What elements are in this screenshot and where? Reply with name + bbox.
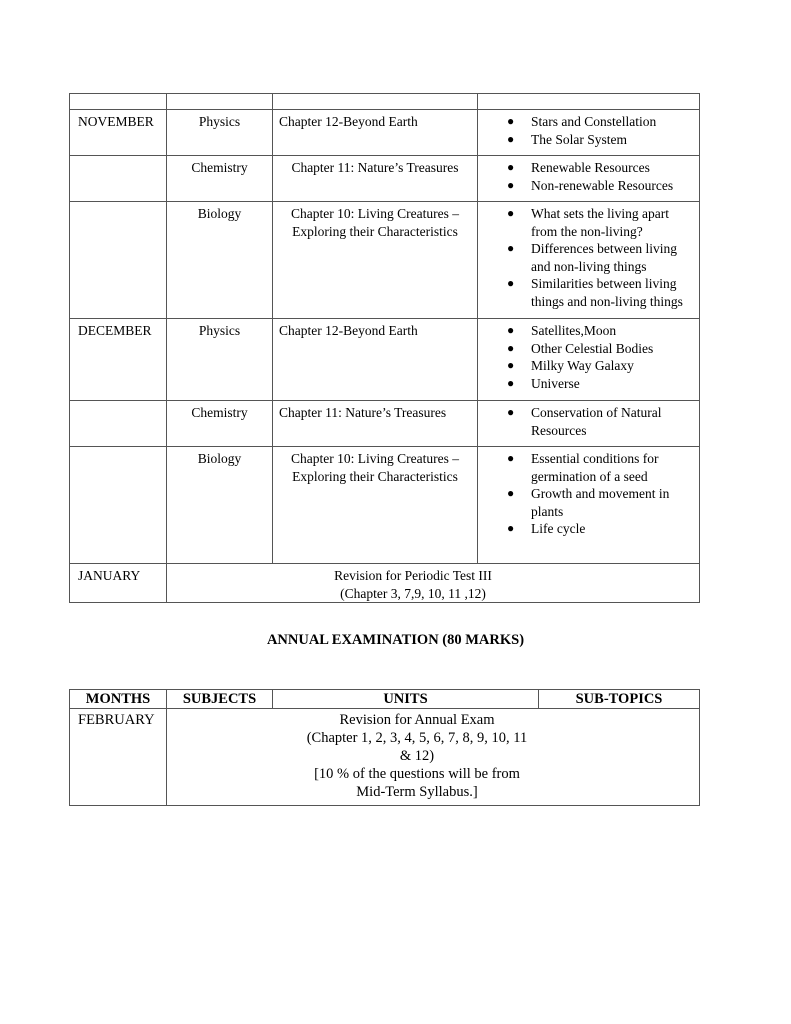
- subtopic-list: [478, 450, 695, 538]
- bullet-icon: ●: [507, 486, 515, 500]
- subtopic-text: Growth and movement in plants: [531, 486, 670, 519]
- subtopic-text: Milky Way Galaxy: [531, 358, 634, 373]
- subtopic-item: [478, 240, 695, 275]
- subtopic-item: [478, 275, 695, 310]
- bullet-icon: ●: [507, 451, 515, 465]
- subtopic-item: [478, 131, 695, 149]
- month-cell: DECEMBER: [70, 319, 167, 401]
- subtopic-text: Life cycle: [531, 521, 586, 536]
- subtopic-text: Similarities between living things and non-living things: [531, 276, 683, 309]
- header-months: MONTHS: [70, 690, 167, 709]
- unit-cell: Chapter 11: Nature’s Treasures: [273, 156, 478, 202]
- bullet-icon: ●: [507, 160, 515, 174]
- header-subjects: SUBJECTS: [167, 690, 273, 709]
- bullet-icon: ●: [507, 358, 515, 372]
- bullet-icon: ●: [507, 114, 515, 128]
- bullet-icon: ●: [507, 521, 515, 535]
- subtopics-cell: [478, 319, 700, 401]
- subtopic-list: [478, 322, 695, 392]
- annual-exam-table: [69, 689, 700, 806]
- subtopic-item: [478, 340, 695, 358]
- subject-cell: Physics: [167, 110, 273, 156]
- subtopic-text: Other Celestial Bodies: [531, 340, 654, 356]
- table-header-row: [70, 94, 700, 110]
- revision-cell: [167, 564, 700, 603]
- subtopic-item: [478, 450, 695, 485]
- subtopic-list: [478, 113, 695, 148]
- subtopic-item: [478, 485, 695, 520]
- month-cell: [70, 401, 167, 447]
- subtopic-item: [478, 177, 695, 195]
- subject-cell: Biology: [167, 202, 273, 319]
- table-row: [70, 319, 700, 401]
- unit-cell: Chapter 12-Beyond Earth: [273, 110, 478, 156]
- subtopic-list: [478, 404, 695, 439]
- subject-cell: Physics: [167, 319, 273, 401]
- header-subtopics: SUB-TOPICS: [539, 690, 700, 709]
- subtopics-cell: [478, 156, 700, 202]
- subtopics-cell: [478, 447, 700, 564]
- revision-line: Revision for Periodic Test III: [334, 568, 492, 583]
- subtopics-cell: [478, 110, 700, 156]
- subtopic-item: [478, 375, 695, 393]
- revision-note: [10 % of the questions will be from: [314, 766, 520, 782]
- table-row: [70, 156, 700, 202]
- table-row: [70, 110, 700, 156]
- month-cell: NOVEMBER: [70, 110, 167, 156]
- subtopic-text: Conservation of Natural Resources: [531, 405, 662, 438]
- subtopic-text: Universe: [531, 375, 580, 391]
- subtopic-item: [478, 113, 695, 131]
- unit-cell: Chapter 11: Nature’s Treasures: [273, 401, 478, 447]
- schedule-table: [69, 93, 700, 603]
- bullet-icon: ●: [507, 405, 515, 419]
- subtopic-text: The Solar System: [531, 131, 627, 147]
- bullet-icon: ●: [507, 340, 515, 355]
- month-cell: [70, 202, 167, 319]
- table-row: [70, 447, 700, 564]
- bullet-icon: ●: [507, 177, 515, 192]
- table-row: [70, 202, 700, 319]
- table-row-january: [70, 564, 700, 603]
- subtopic-text: What sets the living apart from the non-living?: [531, 206, 669, 239]
- revision-chapters: (Chapter 1, 2, 3, 4, 5, 6, 7, 8, 9, 10, 11: [306, 730, 528, 746]
- subtopic-text: Stars and Constellation: [531, 114, 657, 129]
- subject-cell: Chemistry: [167, 401, 273, 447]
- subtopics-cell: [478, 202, 700, 319]
- subtopic-text: Non-renewable Resources: [531, 177, 674, 193]
- bullet-icon: ●: [507, 206, 515, 220]
- bullet-icon: ●: [507, 131, 515, 146]
- table-row: [70, 401, 700, 447]
- subtopic-item: [478, 357, 695, 375]
- bullet-icon: ●: [507, 323, 515, 337]
- month-cell: JANUARY: [70, 564, 167, 603]
- revision-cell: [167, 709, 700, 806]
- unit-cell: Chapter 12-Beyond Earth: [273, 319, 478, 401]
- subtopic-text: Differences between living and non-living things: [531, 241, 677, 274]
- month-cell: FEBRUARY: [70, 709, 167, 806]
- subtopic-item: [478, 404, 695, 439]
- unit-cell: Chapter 10: Living Creatures – Exploring their Characteristics: [273, 447, 478, 564]
- revision-chapters-end: & 12): [399, 748, 435, 764]
- annual-exam-heading: ANNUAL EXAMINATION (80 MARKS): [266, 632, 525, 648]
- revision-line: Revision for Annual Exam: [339, 712, 495, 728]
- subject-cell: Chemistry: [167, 156, 273, 202]
- subtopics-cell: [478, 401, 700, 447]
- table-header-row: [70, 690, 700, 709]
- bullet-icon: ●: [507, 241, 515, 255]
- revision-chapters: (Chapter 3, 7,9, 10, 11 ,12): [340, 585, 486, 601]
- header-units: UNITS: [273, 690, 539, 709]
- subtopic-item: [478, 322, 695, 340]
- bullet-icon: ●: [507, 276, 515, 290]
- subtopic-item: [478, 520, 695, 538]
- subtopic-list: [478, 205, 695, 310]
- subtopic-text: Renewable Resources: [531, 160, 650, 175]
- subtopic-item: [478, 205, 695, 240]
- revision-note-end: Mid-Term Syllabus.]: [356, 784, 478, 800]
- bullet-icon: ●: [507, 375, 515, 390]
- subject-cell: Biology: [167, 447, 273, 564]
- subtopic-text: Satellites,Moon: [531, 323, 617, 338]
- subtopic-list: [478, 159, 695, 194]
- table-row-february: [70, 709, 700, 806]
- subtopic-item: [478, 159, 695, 177]
- month-cell: [70, 156, 167, 202]
- month-cell: [70, 447, 167, 564]
- subtopic-text: Essential conditions for germination of a seed: [531, 451, 659, 484]
- unit-cell: Chapter 10: Living Creatures – Exploring their Characteristics: [273, 202, 478, 319]
